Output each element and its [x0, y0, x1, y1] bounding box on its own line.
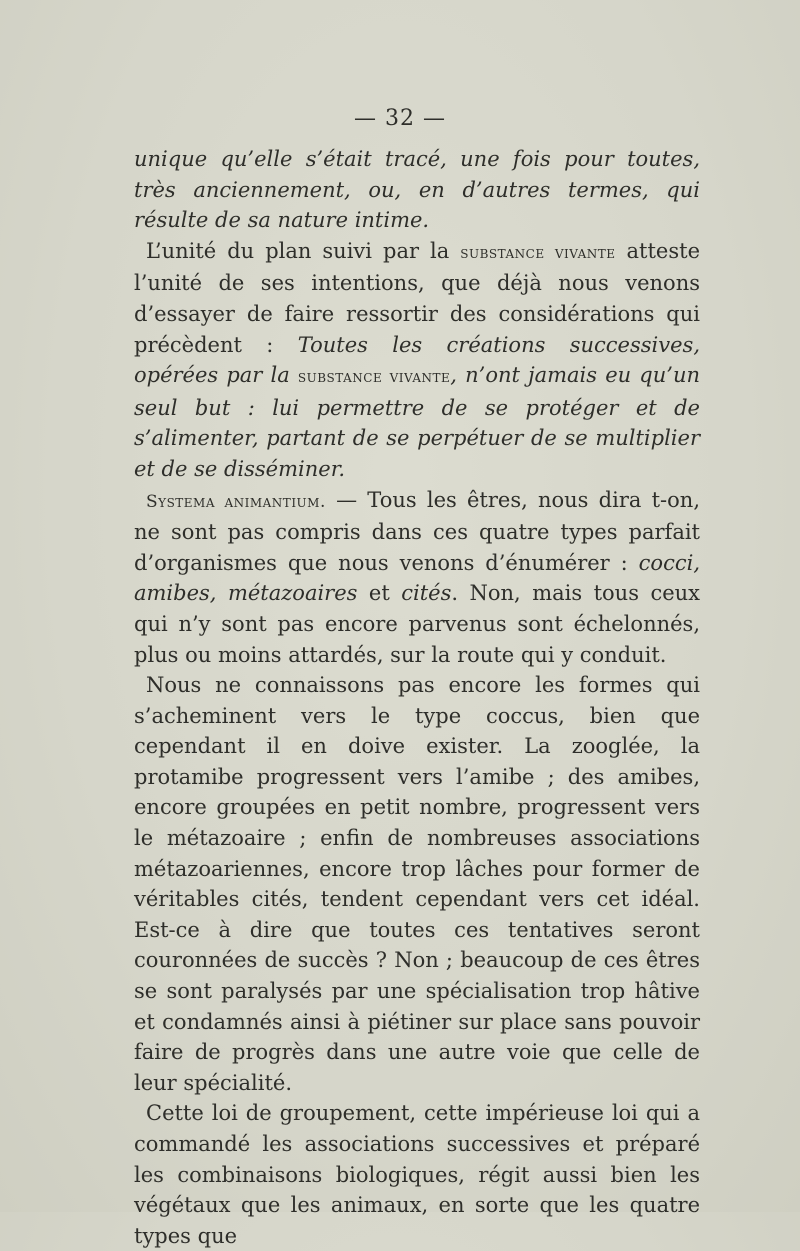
italic-text: unique qu’elle s’était tracé, une fois pour toutes, très anciennement, ou, en d’autres termes, qui résulte de sa nature intime. [134, 147, 700, 233]
text-run: atteste l’unité de ses intentions, que déjà nous venons d’essayer de faire ressortir des considérations qui précèdent : [134, 238, 700, 357]
italic-text: cités [401, 581, 452, 606]
text-run: . Non, mais tous ceux qui n’y sont pas encore parvenus sont échelonnés, plus ou moins attardés, sur la route qui y conduit. [134, 581, 701, 667]
italic-text: , n’ont jamais eu qu’un seul but : lui permettre de se protéger et de s’alimenter, partant de se perpétuer de se multiplier et de se disséminer. [134, 363, 700, 481]
italic-text: cocci, amibes, métazoaires [134, 550, 700, 606]
paragraph-5: Cette loi de groupement, cette impérieuse loi qui a commandé les associations successives et préparé les combinaisons biologiques, régit aussi bien les végétaux que les animaux, en sorte que les quatre types que [134, 1101, 700, 1248]
small-caps-text: substance vivante [297, 367, 451, 388]
text-run: et [357, 581, 402, 606]
small-caps-text: substance vivante [460, 242, 616, 263]
section-heading: Systema animantium. [146, 491, 326, 512]
paragraph-3 [134, 485, 700, 671]
italic-text: Toutes les créations successives, opérées par la [134, 332, 701, 388]
page-number: — 32 — [354, 106, 446, 131]
paragraph-4: Nous ne connaissons pas encore les formes qui s’acheminent vers le type coccus, bien que cependant il en doive exister. La zooglée, la protamibe progressent vers l’amibe ; des amibes, encore groupées en petit nombre, progressent vers le métazoaire ; enfin de nombreuses associations métazoariennes, encore trop lâches pour former de véritables cités, tendent cependant vers cet idéal. Est-ce à dire que toutes ces tentatives seront couronnées de succès ? Non ; beaucoup de ces êtres se sont paralysés par une spécialisation trop hâtive et condamnés ainsi à piétiner sur place sans pouvoir faire de progrès dans une autre voie que celle de leur spécialité. [134, 673, 700, 1095]
page-body [134, 144, 700, 1251]
text-run: — Tous les êtres, nous dira t-on, ne sont pas compris dans ces quatre types parfait d’organismes que nous venons d’énumérer : [134, 487, 700, 575]
paragraph-1 [134, 144, 700, 236]
text-run: L’unité du plan suivi par la [146, 238, 461, 263]
paragraph-2 [134, 236, 700, 485]
